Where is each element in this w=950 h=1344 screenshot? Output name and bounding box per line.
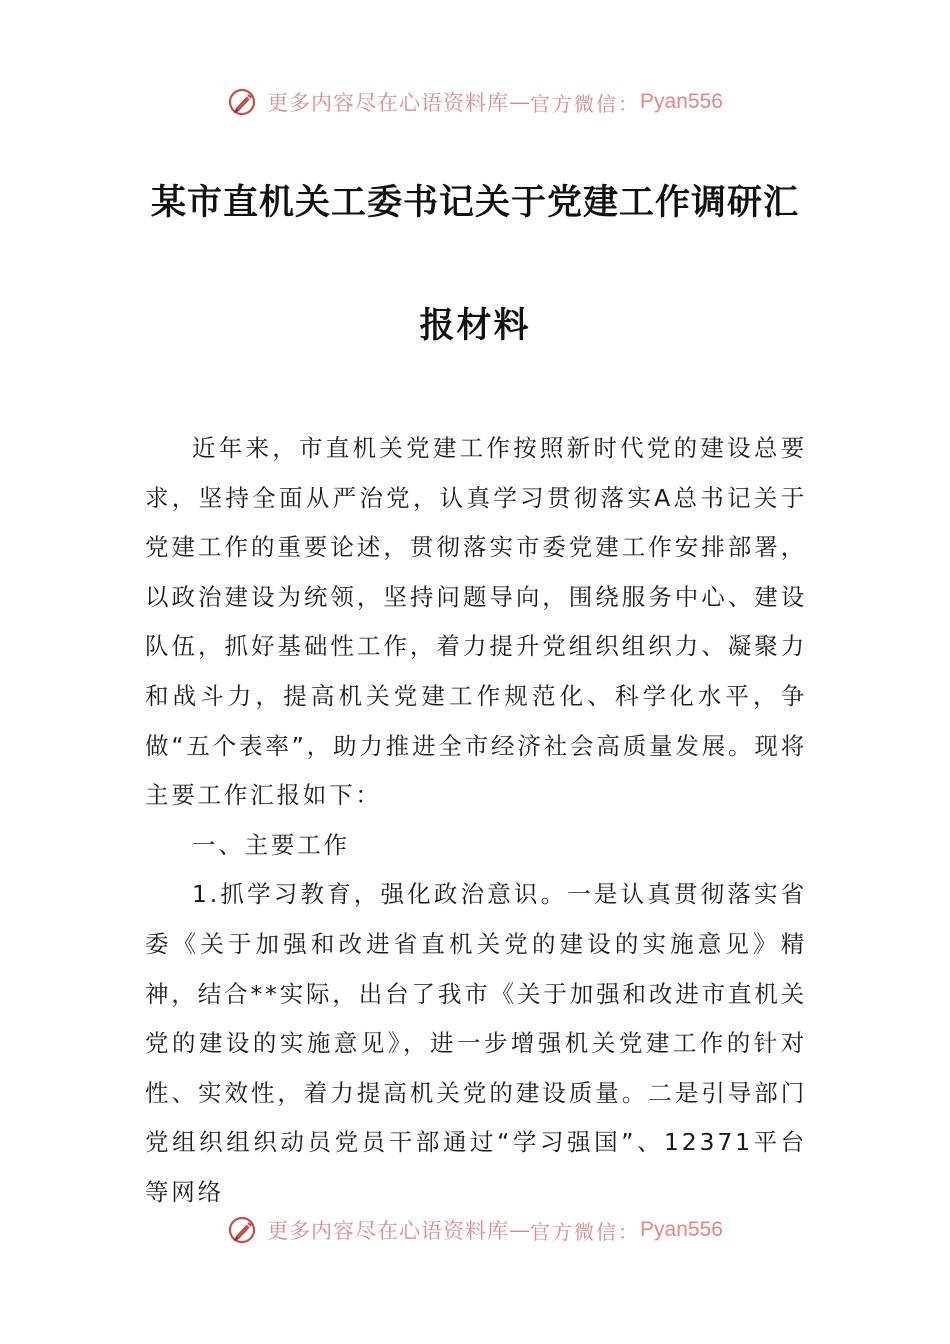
- banner-wechat-id: Pyan556: [640, 90, 723, 113]
- banner-separator: —: [509, 1218, 531, 1242]
- paragraph-intro: 近年来，市直机关党建工作按照新时代党的建设总要求，坚持全面从严治党，认真学习贯彻落实A总书记关于党建工作的重要论述，贯彻落实市委党建工作安排部署，以政治建设为统领，坚持问题导向，围绕服务中心、建设队伍，抓好基础性工作，着力提升党组织组织力、凝聚力和战斗力，提高机关党建工作规范化、科学化水平，争做“五个表率”，助力推进全市经济社会高质量发展。现将主要工作汇报如下：: [145, 434, 807, 810]
- banner-separator: —: [509, 90, 531, 114]
- banner-text: 更多内容尽在心语资料库: [267, 1219, 510, 1243]
- banner-wechat-id: Pyan556: [640, 1218, 723, 1241]
- section-heading: 一、主要工作: [192, 830, 350, 859]
- pen-logo-icon: [227, 1214, 259, 1246]
- banner-wechat-label: 官方微信：: [530, 91, 641, 116]
- paragraph-item-1: 1.抓学习教育，强化政治意识。一是认真贯彻落实省委《关于加强和改进省直机关党的建设的实施意见》精神，结合**实际，出台了我市《关于加强和改进市直机关党的建设的实施意见》，进一步增强机关党建工作的针对性、实效性，着力提高机关党的建设质量。二是引导部门党组织组织动员党员干部通过“学习强国”、12371平台等网络: [145, 880, 807, 1206]
- document-title-line-2: 报材料: [419, 306, 531, 346]
- pen-logo-icon: [227, 86, 259, 118]
- header-banner: [0, 82, 950, 122]
- banner-wechat-label: 官方微信：: [530, 1219, 641, 1244]
- banner-text: 更多内容尽在心语资料库: [267, 91, 510, 115]
- document-body: [145, 424, 807, 1218]
- footer-banner: [0, 1210, 950, 1250]
- document-title-line-1: 某市直机关工委书记关于党建工作调研汇: [150, 183, 799, 223]
